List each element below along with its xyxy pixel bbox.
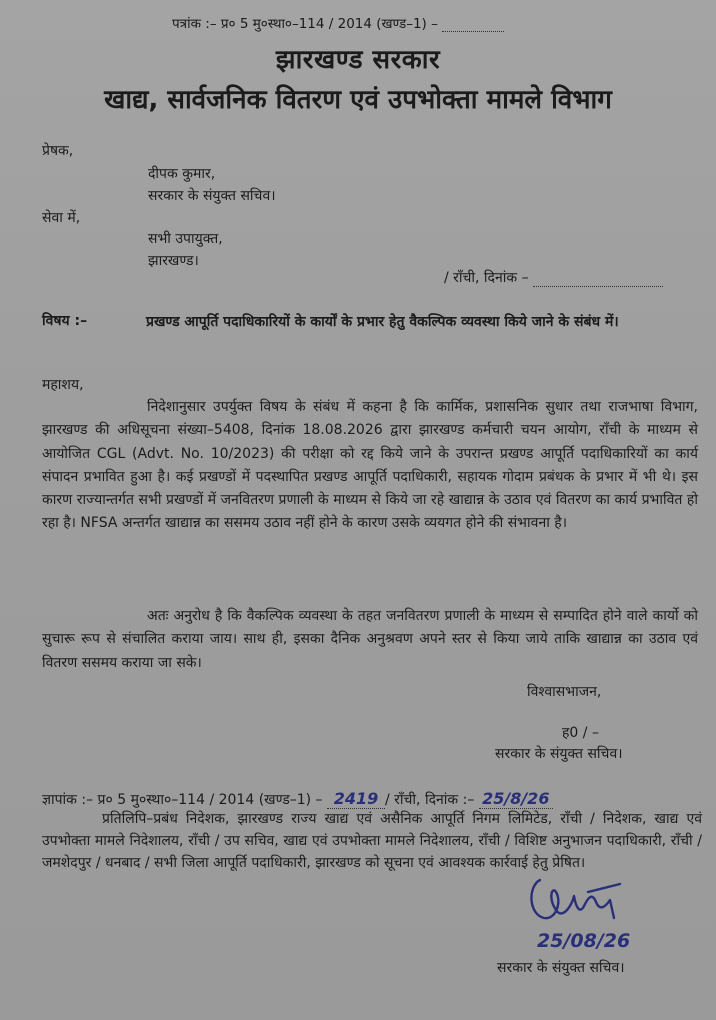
signature-date: 25/08/26 (537, 930, 631, 952)
sender-label: प्रेषक, (42, 143, 74, 159)
date-blank (533, 270, 663, 287)
subject-label: विषय :– (42, 313, 88, 329)
government-title: झारखण्ड सरकार (275, 45, 441, 75)
reference-number: पत्रांक :– प्र० 5 मु०स्था०–114 / 2014 (खण्ड–1) – (172, 16, 443, 32)
body-paragraph-2: अतः अनुरोध है कि वैकल्पिक व्यवस्था के तहत जनवितरण प्रणाली के माध्यम से सम्पादित होने वाले कार्यो को सुचारू रूप से संचालित कराया जाय। साथ ही, इसका दैनिक अनुश्रवण अपने स्तर से किया जाये ताकि खाद्यान्न का उठाव एवं वितरण ससमय कराया जा सके। (42, 608, 698, 671)
sender-name: दीपक कुमार, (148, 166, 216, 182)
recipient-name: सभी उपायुक्त, (148, 231, 223, 247)
subject-text: प्रखण्ड आपूर्ति पदाधिकारियों के कार्यों के प्रभार हेतु वैकल्पिक व्यवस्था किये जाने के संबंध में। (146, 314, 619, 330)
memo-date-handwritten: 25/8/26 (479, 789, 553, 809)
recipient-label: सेवा में, (42, 210, 81, 226)
place-date-label: / रॉंची, दिनांक – (444, 270, 534, 286)
closing-designation: सरकार के संयुक्त सचिव। (495, 746, 623, 762)
memo-number-handwritten: 2419 (327, 789, 385, 809)
closing-yours: विश्वासभाजन, (527, 684, 602, 700)
body-paragraph-1: निदेशानुसार उपर्युक्त विषय के संबंध में कहना है कि कार्मिक, प्रशासनिक सुधार तथा राजभाषा विभाग, झारखण्ड की अधिसूचना संख्या–5408, दिनांक 18.08.2026 द्वारा झारखण्ड कर्मचारी चयन आयोग, रॉंची के माध्यम से आयोजित CGL (Advt. No. 10/2023) की परीक्षा को रद्द किये जाने के उपरान्त प्रखण्ड आपूर्ति पदाधिकारियों का कार्य संपादन प्रभावित हुआ है। कई प्रखण्डों में पदस्थापित प्रखण्ड आपूर्ति पदाधिकारी, सहायक गोदाम प्रबंधक के प्रभार में भी थे। इस कारण राज्यान्तर्गत सभी प्रखण्डों में जनवितरण प्रणाली के माध्यम से किये जा रहे खाद्यान्न के उठाव एवं वितरण का कार्य प्रभावित हो रहा है। NFSA अन्तर्गत खाद्यान्न का ससमय उठाव नहीं होने के कारण उसके व्ययगत होने की संभावना है। (42, 399, 698, 532)
memo-reference-line (42, 789, 553, 809)
memo-copy-text: प्रतिलिपि–प्रबंध निदेशक, झारखण्ड राज्य खाद्य एवं असैनिक आपूर्ति निगम लिमिटेड, रॉंची / निदेशक, खाद्य एवं उपभोक्ता मामले निदेशालय, रॉंची / उप सचिव, खाद्य एवं उपभोक्ता मामले निदेशालय, रॉंची / विशिष्ट अनुभाजन पदाधिकारी, रॉंची / जमशेदपुर / धनबाद / सभी जिला आपूर्ति पदाधिकारी, झारखण्ड को सूचना एवं आवश्यक कार्रवाई हेतु प्रेषित। (42, 811, 702, 871)
memo-designation: सरकार के संयुक्त सचिव। (497, 960, 625, 976)
reference-line (172, 14, 504, 32)
place-date-line (444, 268, 663, 287)
closing-signed: ह0 / – (562, 725, 599, 741)
reference-blank (442, 15, 504, 32)
memo-place-date: / रॉंची, दिनांक :– (385, 792, 479, 808)
department-title: खाद्य, सार्वजनिक वितरण एवं उपभोक्ता मामले विभाग (104, 85, 612, 115)
recipient-state: झारखण्ड। (148, 253, 199, 269)
salutation: महाशय, (42, 377, 84, 393)
sender-designation: सरकार के संयुक्त सचिव। (148, 188, 276, 204)
memo-prefix: ज्ञापांक :– प्र० 5 मु०स्था०–114 / 2014 (खण्ड–1) – (42, 792, 328, 808)
